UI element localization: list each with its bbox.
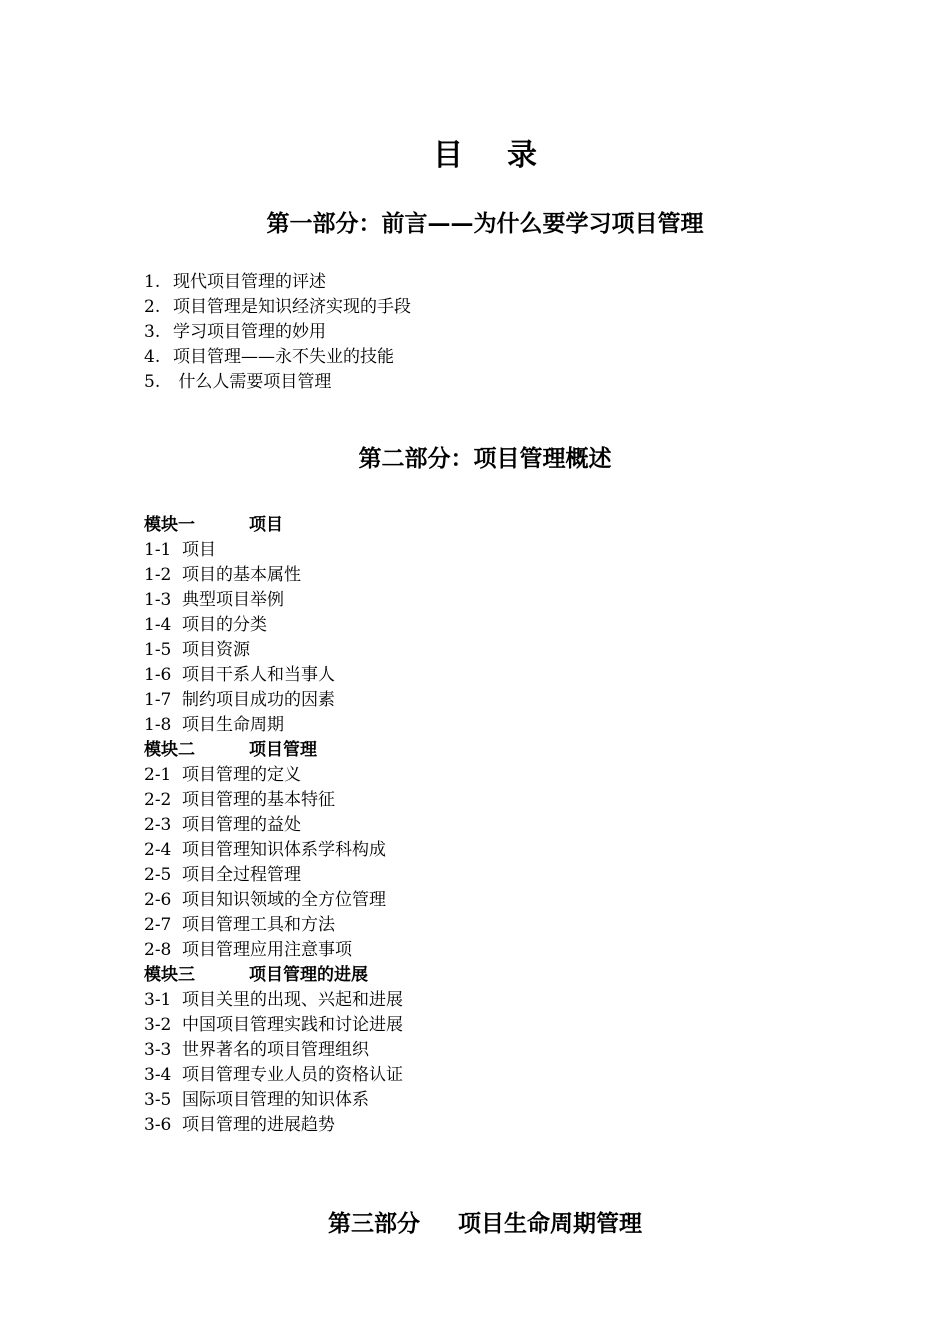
item-text: 项目管理的进展趋势	[182, 1115, 335, 1135]
part1-heading: 第一部分：前言——为什么要学习项目管理	[266, 210, 704, 237]
item-number: 2-8	[144, 940, 172, 960]
list-item	[144, 713, 403, 738]
item-number: 1-6	[144, 665, 172, 685]
list-item	[144, 788, 403, 813]
item-number: 2-6	[144, 890, 172, 910]
item-text: 典型项目举例	[182, 590, 284, 610]
item-number: 3-3	[144, 1040, 172, 1060]
item-text: 项目	[182, 540, 216, 560]
item-text: 项目管理的定义	[182, 765, 301, 785]
item-text: 学习项目管理的妙用	[173, 322, 326, 342]
list-item	[144, 295, 411, 320]
item-number: 2-3	[144, 815, 172, 835]
list-item	[144, 538, 403, 563]
part1-list	[144, 270, 411, 395]
item-number: 3-1	[144, 990, 172, 1010]
part2-heading: 第二部分：项目管理概述	[358, 445, 612, 472]
list-item	[144, 888, 403, 913]
item-text: 项目管理是知识经济实现的手段	[173, 297, 411, 317]
item-number: 1-8	[144, 715, 172, 735]
module-heading	[144, 513, 403, 538]
list-item	[144, 938, 403, 963]
item-text: 项目干系人和当事人	[182, 665, 335, 685]
list-item	[144, 1088, 403, 1113]
module-label: 模块一	[144, 515, 195, 535]
item-text: 项目管理知识体系学科构成	[182, 840, 386, 860]
list-item	[144, 270, 411, 295]
item-number: 3-2	[144, 1015, 172, 1035]
item-text: 项目的基本属性	[182, 565, 301, 585]
item-text: 项目管理——永不失业的技能	[173, 347, 394, 367]
part3-heading-left: 第三部分	[328, 1210, 420, 1237]
item-text: 项目知识领域的全方位管理	[182, 890, 386, 910]
item-number: 1-4	[144, 615, 172, 635]
item-text: 现代项目管理的评述	[173, 272, 326, 292]
item-number: 1-2	[144, 565, 172, 585]
toc-title	[0, 130, 950, 174]
item-text: 项目管理专业人员的资格认证	[182, 1065, 403, 1085]
list-item	[144, 1013, 403, 1038]
list-item	[144, 863, 403, 888]
item-number: 5.	[144, 372, 161, 392]
item-number: 3-4	[144, 1065, 172, 1085]
module-title: 项目	[249, 515, 283, 535]
item-number: 1.	[144, 272, 161, 292]
module-title: 项目管理	[249, 740, 317, 760]
item-number: 2-1	[144, 765, 172, 785]
list-item	[144, 345, 411, 370]
part3-heading	[0, 1205, 950, 1238]
item-text: 国际项目管理的知识体系	[182, 1090, 369, 1110]
item-number: 3-6	[144, 1115, 172, 1135]
item-text: 制约项目成功的因素	[182, 690, 335, 710]
part3-heading-right: 项目生命周期管理	[458, 1210, 642, 1237]
list-item	[144, 1113, 403, 1138]
item-text: 项目关里的出现、兴起和进展	[182, 990, 403, 1010]
module-label: 模块三	[144, 965, 195, 985]
item-text: 项目生命周期	[182, 715, 284, 735]
module-heading	[144, 963, 403, 988]
item-text: 项目管理的基本特征	[182, 790, 335, 810]
item-number: 3.	[144, 322, 161, 342]
list-item	[144, 1038, 403, 1063]
list-item	[144, 913, 403, 938]
item-number: 2-7	[144, 915, 172, 935]
item-number: 1-3	[144, 590, 172, 610]
item-text: 什么人需要项目管理	[173, 372, 332, 392]
list-item	[144, 613, 403, 638]
item-text: 项目管理工具和方法	[182, 915, 335, 935]
toc-title-right: 录	[507, 138, 537, 173]
item-number: 1-1	[144, 540, 172, 560]
item-number: 2-4	[144, 840, 172, 860]
item-number: 1-7	[144, 690, 172, 710]
list-item	[144, 563, 403, 588]
item-text: 项目管理的益处	[182, 815, 301, 835]
item-text: 世界著名的项目管理组织	[182, 1040, 369, 1060]
list-item	[144, 763, 403, 788]
item-number: 3-5	[144, 1090, 172, 1110]
list-item	[144, 320, 411, 345]
item-number: 2-2	[144, 790, 172, 810]
part2-list	[144, 513, 403, 1138]
item-text: 项目的分类	[182, 615, 267, 635]
item-text: 项目全过程管理	[182, 865, 301, 885]
item-text: 中国项目管理实践和讨论进展	[182, 1015, 403, 1035]
toc-title-left: 目	[433, 138, 463, 173]
item-number: 2.	[144, 297, 161, 317]
item-text: 项目管理应用注意事项	[182, 940, 352, 960]
module-label: 模块二	[144, 740, 195, 760]
list-item	[144, 663, 403, 688]
list-item	[144, 988, 403, 1013]
list-item	[144, 688, 403, 713]
module-heading	[144, 738, 403, 763]
item-number: 2-5	[144, 865, 172, 885]
list-item	[144, 370, 411, 395]
list-item	[144, 813, 403, 838]
module-title: 项目管理的进展	[249, 965, 368, 985]
item-text: 项目资源	[182, 640, 250, 660]
list-item	[144, 1063, 403, 1088]
item-number: 4.	[144, 347, 161, 367]
list-item	[144, 638, 403, 663]
list-item	[144, 588, 403, 613]
item-number: 1-5	[144, 640, 172, 660]
list-item	[144, 838, 403, 863]
